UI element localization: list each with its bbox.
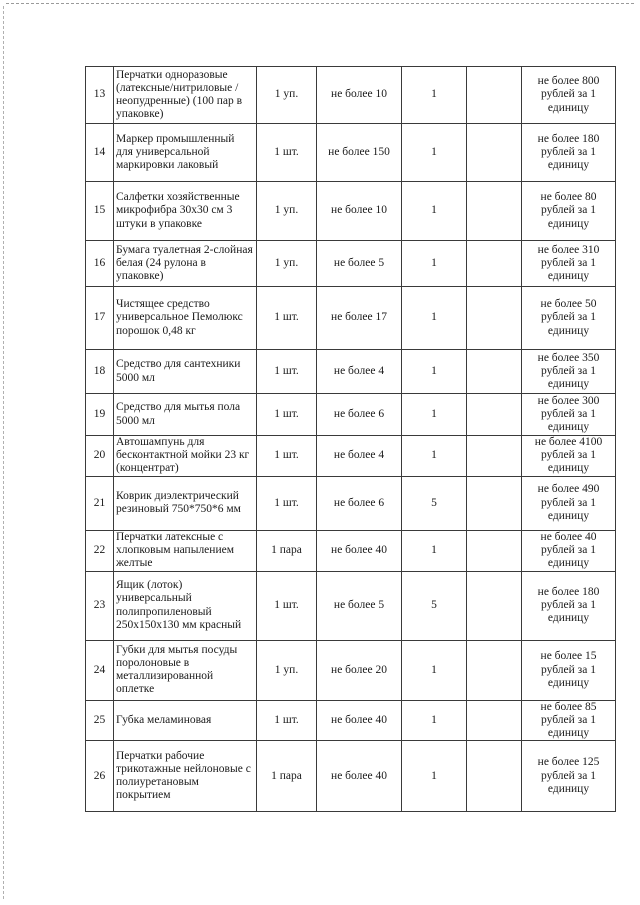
cell-extra <box>467 124 522 182</box>
table-row <box>86 182 616 241</box>
cell-count: 1 <box>402 241 467 287</box>
cell-name: Губки для мытья посуды поролоновые в металлизированной оплетке <box>114 640 257 700</box>
cell-qty: не более 4 <box>317 436 402 477</box>
cell-unit: 1 пара <box>257 530 317 571</box>
cell-price: не более 180 рублей за 1 единицу <box>522 571 616 640</box>
table-row <box>86 350 616 394</box>
cell-num: 17 <box>86 287 114 350</box>
cell-num: 15 <box>86 182 114 241</box>
cell-extra <box>467 571 522 640</box>
cell-price: не более 350 рублей за 1 единицу <box>522 350 616 394</box>
table-row <box>86 124 616 182</box>
cell-count: 1 <box>402 640 467 700</box>
cell-count: 1 <box>402 350 467 394</box>
cell-qty: не более 40 <box>317 700 402 741</box>
cell-qty: не более 10 <box>317 182 402 241</box>
cell-price: не более 125 рублей за 1 единицу <box>522 741 616 812</box>
cell-count: 1 <box>402 436 467 477</box>
table-row <box>86 530 616 571</box>
cell-qty: не более 40 <box>317 741 402 812</box>
cell-price: не более 310 рублей за 1 единицу <box>522 241 616 287</box>
cell-unit: 1 пара <box>257 741 317 812</box>
cell-unit: 1 шт. <box>257 350 317 394</box>
cell-extra <box>467 436 522 477</box>
cell-name: Чистящее средство универсальное Пемолюкс порошок 0,48 кг <box>114 287 257 350</box>
table-row <box>86 700 616 741</box>
cell-extra <box>467 67 522 124</box>
cell-num: 23 <box>86 571 114 640</box>
cell-num: 21 <box>86 476 114 530</box>
cell-count: 1 <box>402 124 467 182</box>
cell-count: 1 <box>402 530 467 571</box>
cell-unit: 1 шт. <box>257 287 317 350</box>
cell-qty: не более 40 <box>317 530 402 571</box>
table-row <box>86 241 616 287</box>
cell-qty: не более 4 <box>317 350 402 394</box>
cell-name: Коврик диэлектрический резиновый 750*750*6 мм <box>114 476 257 530</box>
cell-count: 1 <box>402 741 467 812</box>
cell-unit: 1 уп. <box>257 640 317 700</box>
cell-extra <box>467 741 522 812</box>
cell-extra <box>467 350 522 394</box>
cell-num: 14 <box>86 124 114 182</box>
cell-name: Перчатки одноразовые (латексные/нитриловые /неопудренные) (100 пар в упаковке) <box>114 67 257 124</box>
cell-extra <box>467 476 522 530</box>
cell-extra <box>467 241 522 287</box>
cell-extra <box>467 394 522 436</box>
cell-name: Маркер промышленный для универсальной маркировки лаковый <box>114 124 257 182</box>
scan-edge-left <box>3 6 4 899</box>
table-row <box>86 287 616 350</box>
cell-qty: не более 17 <box>317 287 402 350</box>
cell-unit: 1 шт. <box>257 124 317 182</box>
cell-price: не более 180 рублей за 1 единицу <box>522 124 616 182</box>
table-row <box>86 394 616 436</box>
cell-name: Автошампунь для бесконтактной мойки 23 кг (концентрат) <box>114 436 257 477</box>
cell-price: не более 300 рублей за 1 единицу <box>522 394 616 436</box>
cell-name: Средство для мытья пола 5000 мл <box>114 394 257 436</box>
cell-count: 1 <box>402 394 467 436</box>
cell-name: Средство для сантехники 5000 мл <box>114 350 257 394</box>
cell-num: 22 <box>86 530 114 571</box>
cell-price: не более 15 рублей за 1 единицу <box>522 640 616 700</box>
table-row <box>86 741 616 812</box>
cell-unit: 1 шт. <box>257 700 317 741</box>
cell-num: 20 <box>86 436 114 477</box>
items-table-body <box>86 67 616 812</box>
cell-unit: 1 уп. <box>257 182 317 241</box>
cell-num: 19 <box>86 394 114 436</box>
cell-unit: 1 шт. <box>257 394 317 436</box>
cell-count: 1 <box>402 182 467 241</box>
cell-name: Ящик (лоток) универсальный полипропиленовый 250х150х130 мм красный <box>114 571 257 640</box>
items-table <box>85 66 616 812</box>
table-row <box>86 67 616 124</box>
cell-extra <box>467 640 522 700</box>
cell-qty: не более 6 <box>317 394 402 436</box>
table-row <box>86 571 616 640</box>
cell-qty: не более 5 <box>317 571 402 640</box>
cell-num: 18 <box>86 350 114 394</box>
table-row <box>86 436 616 477</box>
scan-edge-top <box>6 3 634 4</box>
cell-unit: 1 уп. <box>257 67 317 124</box>
cell-num: 24 <box>86 640 114 700</box>
cell-qty: не более 10 <box>317 67 402 124</box>
cell-price: не более 85 рублей за 1 единицу <box>522 700 616 741</box>
cell-price: не более 490 рублей за 1 единицу <box>522 476 616 530</box>
cell-extra <box>467 182 522 241</box>
cell-name: Губка меламиновая <box>114 700 257 741</box>
cell-extra <box>467 287 522 350</box>
cell-price: не более 800 рублей за 1 единицу <box>522 67 616 124</box>
cell-name: Перчатки рабочие трикотажные нейлоновые с полиуретановым покрытием <box>114 741 257 812</box>
cell-extra <box>467 530 522 571</box>
cell-price: не более 40 рублей за 1 единицу <box>522 530 616 571</box>
cell-count: 5 <box>402 476 467 530</box>
cell-qty: не более 6 <box>317 476 402 530</box>
cell-price: не более 80 рублей за 1 единицу <box>522 182 616 241</box>
cell-price: не более 50 рублей за 1 единицу <box>522 287 616 350</box>
cell-name: Салфетки хозяйственные микрофибра 30х30 см 3 штуки в упаковке <box>114 182 257 241</box>
cell-extra <box>467 700 522 741</box>
cell-count: 5 <box>402 571 467 640</box>
cell-qty: не более 5 <box>317 241 402 287</box>
cell-unit: 1 шт. <box>257 436 317 477</box>
cell-unit: 1 шт. <box>257 571 317 640</box>
table-row <box>86 640 616 700</box>
cell-num: 25 <box>86 700 114 741</box>
cell-unit: 1 уп. <box>257 241 317 287</box>
cell-name: Перчатки латексные с хлопковым напылением желтые <box>114 530 257 571</box>
cell-qty: не более 20 <box>317 640 402 700</box>
cell-unit: 1 шт. <box>257 476 317 530</box>
cell-name: Бумага туалетная 2-слойная белая (24 рулона в упаковке) <box>114 241 257 287</box>
cell-count: 1 <box>402 67 467 124</box>
cell-count: 1 <box>402 700 467 741</box>
cell-num: 16 <box>86 241 114 287</box>
cell-count: 1 <box>402 287 467 350</box>
table-row <box>86 476 616 530</box>
cell-num: 26 <box>86 741 114 812</box>
cell-qty: не более 150 <box>317 124 402 182</box>
cell-price: не более 4100 рублей за 1 единицу <box>522 436 616 477</box>
cell-num: 13 <box>86 67 114 124</box>
